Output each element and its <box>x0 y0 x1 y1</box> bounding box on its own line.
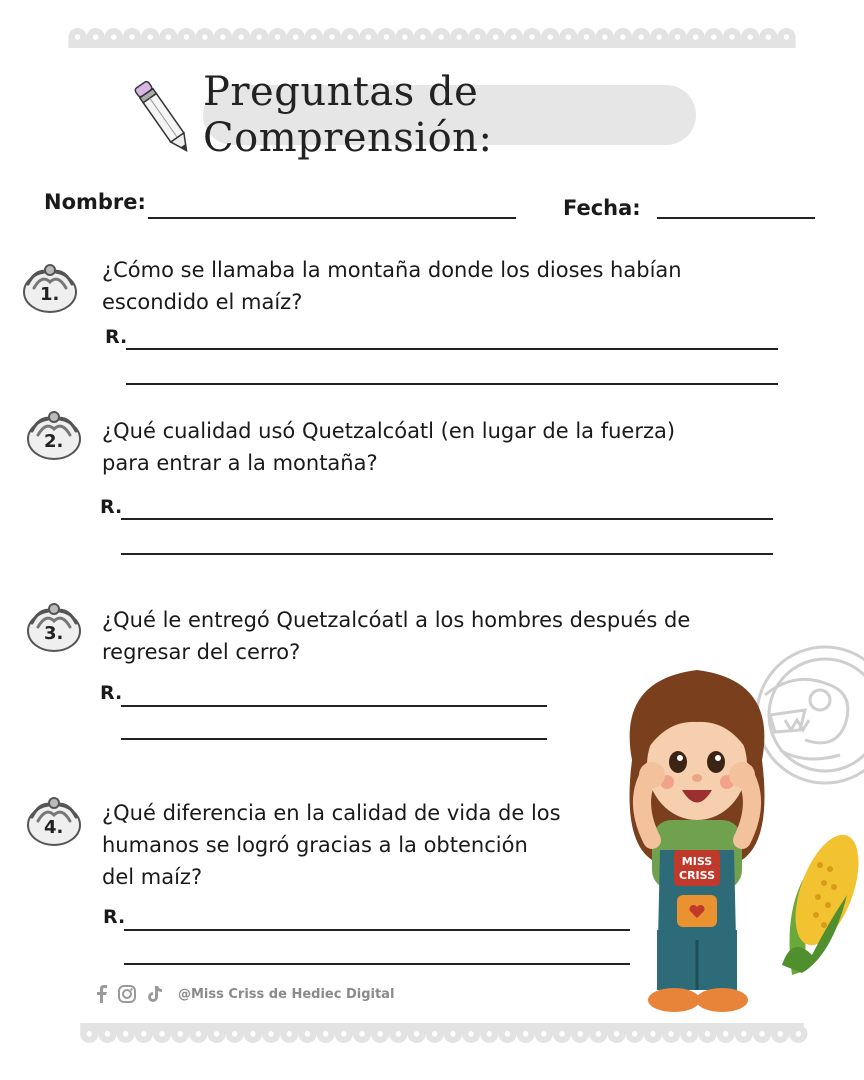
question-1-number: 1. <box>40 284 60 305</box>
answer-3-line-2[interactable] <box>121 738 547 740</box>
question-1-badge <box>22 258 78 314</box>
question-4-badge <box>26 791 82 847</box>
answer-4-label: R. <box>103 906 126 928</box>
apron-text-2: CRISS <box>679 869 715 882</box>
name-field[interactable] <box>148 217 516 219</box>
answer-4-line-2[interactable] <box>124 963 630 965</box>
apron-text-1: MISS <box>681 855 713 868</box>
answer-2-line-1[interactable] <box>121 518 773 520</box>
pencil-icon <box>133 72 193 162</box>
top-scallop-border <box>32 28 832 48</box>
question-3-text: ¿Qué le entregó Quetzalcóatl a los hombres después de regresar del cerro? <box>102 608 691 664</box>
question-2-number: 2. <box>44 431 64 452</box>
answer-2-label: R. <box>100 496 123 518</box>
question-2-badge <box>26 405 82 461</box>
date-label: Fecha: <box>563 196 641 220</box>
social-footer <box>96 985 394 1003</box>
question-3-badge <box>26 597 82 653</box>
question-1-text: ¿Cómo se llamaba la montaña donde los dioses habían escondido el maíz? <box>102 258 682 314</box>
question-3-number: 3. <box>44 623 64 644</box>
name-label: Nombre: <box>44 190 146 214</box>
answer-1-label: R. <box>105 326 128 348</box>
answer-3-label: R. <box>100 682 123 704</box>
question-2-text: ¿Qué cualidad usó Quetzalcóatl (en lugar de la fuerza) para entrar a la montaña? <box>102 419 676 475</box>
tiktok-icon <box>146 985 162 1003</box>
answer-4-line-1[interactable] <box>124 929 630 931</box>
instagram-icon <box>118 985 136 1003</box>
facebook-icon <box>96 985 108 1003</box>
title-pill <box>203 69 696 161</box>
social-handle: @Miss Criss de Hediec Digital <box>178 986 395 1002</box>
question-4-number: 4. <box>44 817 64 838</box>
answer-1-line-1[interactable] <box>126 348 778 350</box>
answer-2-line-2[interactable] <box>121 553 773 555</box>
page-title: Preguntas de Comprensión: <box>203 69 493 161</box>
answer-1-line-2[interactable] <box>126 383 778 385</box>
answer-3-line-1[interactable] <box>121 705 547 707</box>
corn-icon <box>772 825 864 975</box>
question-4-text: ¿Qué diferencia en la calidad de vida de los humanos se logró gracias a la obtención del maíz? <box>102 801 561 889</box>
date-field[interactable] <box>657 217 815 219</box>
bottom-scallop-border <box>44 1023 840 1043</box>
miss-criss-illustration <box>612 650 782 1030</box>
